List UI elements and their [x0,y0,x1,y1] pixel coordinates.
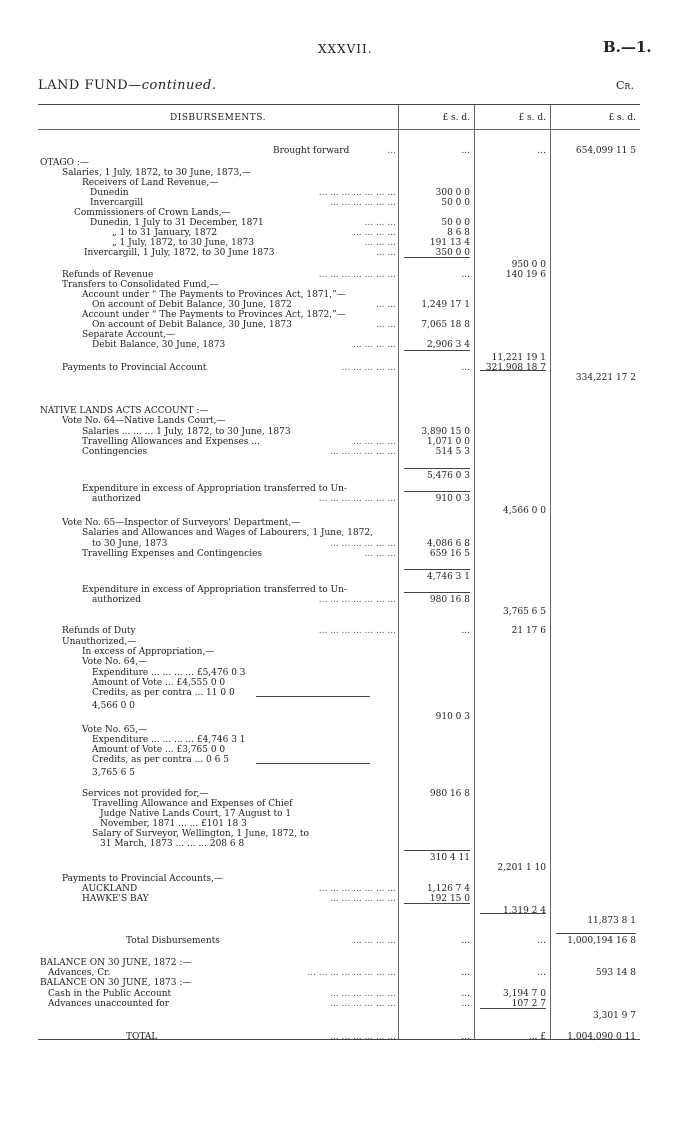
leader-dots: ... ... ... ... ... ... ... [318,494,396,504]
row-label: authorized [92,595,142,605]
page-title [38,78,217,93]
leader-dots: ... ... ... ... ... ... [330,447,396,457]
leader-dots: ... ... ... ... ... ... [330,989,396,999]
page-reference: B.—1. [603,38,652,56]
row-label: Payments to Provincial Account [62,363,207,373]
leader-dots: ... ... ... ... ... ... [330,999,396,1009]
row-label: Debit Balance, 30 June, 1873 [92,340,226,350]
sum-rule [404,592,470,593]
row-label: Transfers to Consolidated Fund,— [62,280,219,290]
amount-c1: 2,906 3 4 [427,340,470,350]
column-rule [550,105,551,1039]
amount-c3: 334,221 17 2 [575,373,636,383]
amount-c1: ... [461,146,470,156]
amount-c2: 2,201 1 10 [497,863,546,873]
amount-c2: 21 17 6 [511,626,546,636]
row-label: Salaries and Allowances and Wages of Labourers, 1 June, 1872, [82,528,373,538]
amount-c1: 1,249 17 1 [421,300,470,310]
leader-dots: ... ... [375,320,396,330]
amount-c1: ... [461,999,470,1009]
amount-c1: 310 4 11 [429,853,470,863]
amount-c1: 980 16 8 [429,595,470,605]
credit-label: Cr. [616,79,634,92]
leader-dots: ... ... ... ... [353,228,396,238]
row-label: Contingencies [82,447,148,457]
row-label: authorized [92,494,142,504]
row-label: Dunedin [90,188,129,198]
sum-rule [404,903,470,904]
amount-c3: 11,873 8 1 [587,916,636,926]
sum-rule [404,569,470,570]
sum-rule [296,696,368,697]
row-label: Advances unaccounted for [48,999,170,1009]
leader-dots: ... ... ... ... ... ... [330,894,396,904]
row-label: to 30 June, 1873 [92,539,168,549]
leader-dots: ... ... ... ... ... ... ... ... [307,968,396,978]
amount-c1: 910 0 3 [435,494,470,504]
leader-dots: ... ... ... ... ... ... ... [318,270,396,280]
row-label: Refunds of Revenue [62,270,154,280]
row-label: OTAGO :— [40,158,89,168]
title-main: LAND FUND— [38,78,142,93]
row-label: Vote No. 64,— [82,657,148,667]
row-label: Dunedin, 1 July to 31 December, 1871 [90,218,264,228]
row-label: Amount of Vote ... £4,555 0 0 [92,678,226,688]
row-label: Commissioners of Crown Lands,— [74,208,231,218]
amount-c1: 980 16 8 [429,789,470,799]
leader-dots: ... ... ... [364,549,396,559]
amount-c2: ... £ [528,1032,546,1042]
amount-c1: 514 5 3 [435,447,470,457]
row-label: Payments to Provincial Accounts,— [62,874,223,884]
row-label: Separate Account,— [82,330,176,340]
row-label: „ 1 July, 1872, to 30 June, 1873 [112,238,254,248]
row-label: Credits, as per contra ... 11 0 0 [92,688,235,698]
sum-rule [556,933,636,934]
sum-rule [296,763,368,764]
disbursements-table [38,104,640,1040]
leader-dots: ... ... ... ... ... ... ... [318,595,396,605]
amount-c2: 3,765 6 5 [503,607,546,617]
sum-rule [404,257,470,258]
leader-dots: ... ... ... ... ... ... [330,539,396,549]
leader-dots: ... ... ... ... [353,340,396,350]
leader-dots: ... ... ... ... [353,936,396,946]
row-label: HAWKE'S BAY [82,894,149,904]
column-rule [398,105,399,1039]
amount-c3: 3,301 9 7 [593,1011,636,1021]
row-label: Travelling Expenses and Contingencies [82,549,263,559]
amount-c2: ... [537,968,546,978]
sum-rule [404,468,470,469]
amount-c1: 300 0 0 [435,188,470,198]
sum-rule [404,491,470,492]
row-label: Invercargill, 1 July, 1872, to 30 June 1873 [84,248,275,258]
leader-dots: ... ... ... ... ... ... [330,198,396,208]
amount-c2: 11,221 19 1 [491,353,546,363]
row-label: Expenditure ... ... ... ... £5,476 0 3 [92,668,246,678]
row-label: Salary of Surveyor, Wellington, 1 June, 1872, to [92,829,309,839]
row-label: Credits, as per contra ... 0 6 5 [92,755,229,765]
amount-c1: 350 0 0 [435,248,470,258]
amount-c1: 50 0 0 [441,198,470,208]
amount-c2: 107 2 7 [511,999,546,1009]
amount-c2: 950 0 0 [511,260,546,270]
row-label: Account under “ The Payments to Provinces Act, 1872,”— [82,310,346,320]
amount-c1: ... [461,936,470,946]
sum-rule [480,913,546,914]
row-label: Services not provided for,— [82,789,209,799]
row-label: Vote No. 65—Inspector of Surveyors' Department,— [62,518,301,528]
col2-heading: £ s. d. [518,113,546,123]
col3-heading: £ s. d. [608,113,636,123]
row-label: TOTAL [126,1032,158,1042]
page-number: XXXVII. [318,42,373,56]
row-label: Vote No. 64—Native Lands Court,— [62,416,226,426]
amount-c1: ... [461,968,470,978]
leader-dots: ... ... ... ... ... [341,363,396,373]
amount-c2: 140 19 6 [505,270,546,280]
row-label: In excess of Appropriation,— [82,647,215,657]
col1-heading: £ s. d. [442,113,470,123]
column-rule [474,105,475,1039]
amount-c3: 654,099 11 5 [575,146,636,156]
amount-c2: 1,319 2 4 [503,906,546,916]
amount-c1: 191 13 4 [429,238,470,248]
row-label: Total Disbursements [126,936,220,946]
row-label: Expenditure ... ... ... ... £4,746 3 1 [92,735,246,745]
row-label: Receivers of Land Revenue,— [82,178,219,188]
row-label: Brought forward [273,146,350,156]
row-label: November, 1871 ... ... £101 18 3 [100,819,247,829]
amount-c1: 50 0 0 [441,218,470,228]
amount-c1: 1,071 0 0 [427,437,470,447]
row-label: Vote No. 65,— [82,725,148,735]
amount-c1: 8 6 8 [447,228,470,238]
amount-c1: 192 15 0 [429,894,470,904]
row-label: BALANCE ON 30 JUNE, 1872 :— [40,958,192,968]
row-label: 3,765 6 5 [92,768,135,778]
row-label: Expenditure in excess of Appropriation transferred to Un- [82,484,347,494]
row-label: Unauthorized,— [62,637,137,647]
sum-rule [404,850,470,851]
amount-c3: 593 14 8 [595,968,636,978]
row-label: Salaries ... ... ... 1 July, 1872, to 30 June, 1873 [82,427,291,437]
leader-dots: ... ... ... [364,218,396,228]
leader-dots: ... ... ... ... ... ... ... [318,626,396,636]
row-label: Salaries, 1 July, 1872, to 30 June, 1873,— [62,168,251,178]
amount-c1: ... [461,363,470,373]
leader-dots: ... ... [375,300,396,310]
row-label: Travelling Allowances and Expenses ... [82,437,260,447]
amount-c2: ... [537,936,546,946]
amount-c1: 7,065 18 8 [421,320,470,330]
amount-c2: 4,566 0 0 [503,506,546,516]
row-label: Refunds of Duty [62,626,136,636]
amount-c1: ... [461,1032,470,1042]
row-label: Amount of Vote ... £3,765 0 0 [92,745,226,755]
sum-rule [480,1008,546,1009]
amount-c1: 5,476 0 3 [427,471,470,481]
row-label: On account of Debit Balance, 30 June, 1872 [92,300,292,310]
amount-c3: 1,000,194 16 8 [567,936,636,946]
amount-c1: 910 0 3 [435,712,470,722]
leader-dots: ... ... ... ... [353,437,396,447]
row-label: Account under “ The Payments to Provinces Act, 1871,”— [82,290,346,300]
row-label: Advances, Cr. [48,968,111,978]
amount-c1: 4,746 3 1 [427,572,470,582]
amount-c1: ... [461,626,470,636]
amount-c1: 659 16 5 [429,549,470,559]
leader-dots: ... [387,146,396,156]
row-label: 31 March, 1873 ... ... ... 208 6 8 [100,839,245,849]
row-label: Invercargill [90,198,144,208]
amount-c3: 1,004,090 0 11 [567,1032,636,1042]
disbursements-heading: DISBURSEMENTS. [169,113,266,123]
row-label: Expenditure in excess of Appropriation transferred to Un- [82,585,347,595]
sum-rule [404,350,470,351]
sum-rule [480,370,546,371]
row-label: 4,566 0 0 [92,701,135,711]
amount-c1: ... [461,270,470,280]
amount-c1: ... [461,989,470,999]
leader-dots: ... ... ... [364,238,396,248]
amount-c1: 1,126 7 4 [427,884,470,894]
row-label: Judge Native Lands Court, 17 August to 1 [100,809,292,819]
row-label: Travelling Allowance and Expenses of Chief [92,799,293,809]
row-label: NATIVE LANDS ACTS ACCOUNT :— [40,406,209,416]
amount-c1: 4,086 6 8 [427,539,470,549]
leader-dots: ... ... ... ... ... ... ... [318,884,396,894]
row-label: AUCKLAND [82,884,138,894]
amount-c2: ... [537,146,546,156]
amount-c2: 321,908 18 7 [485,363,546,373]
amount-c2: 3,194 7 0 [503,989,546,999]
leader-dots: ... ... [375,248,396,258]
leader-dots: ... ... ... ... ... ... ... [318,188,396,198]
row-label: BALANCE ON 30 JUNE, 1873 :— [40,978,192,988]
amount-c1: 3,890 15 0 [421,427,470,437]
row-label: Cash in the Public Account [48,989,172,999]
row-label: On account of Debit Balance, 30 June, 1873 [92,320,292,330]
title-italic: continued. [141,78,217,93]
row-label: „ 1 to 31 January, 1872 [112,228,218,238]
leader-dots: ... ... ... ... ... ... [330,1032,396,1042]
